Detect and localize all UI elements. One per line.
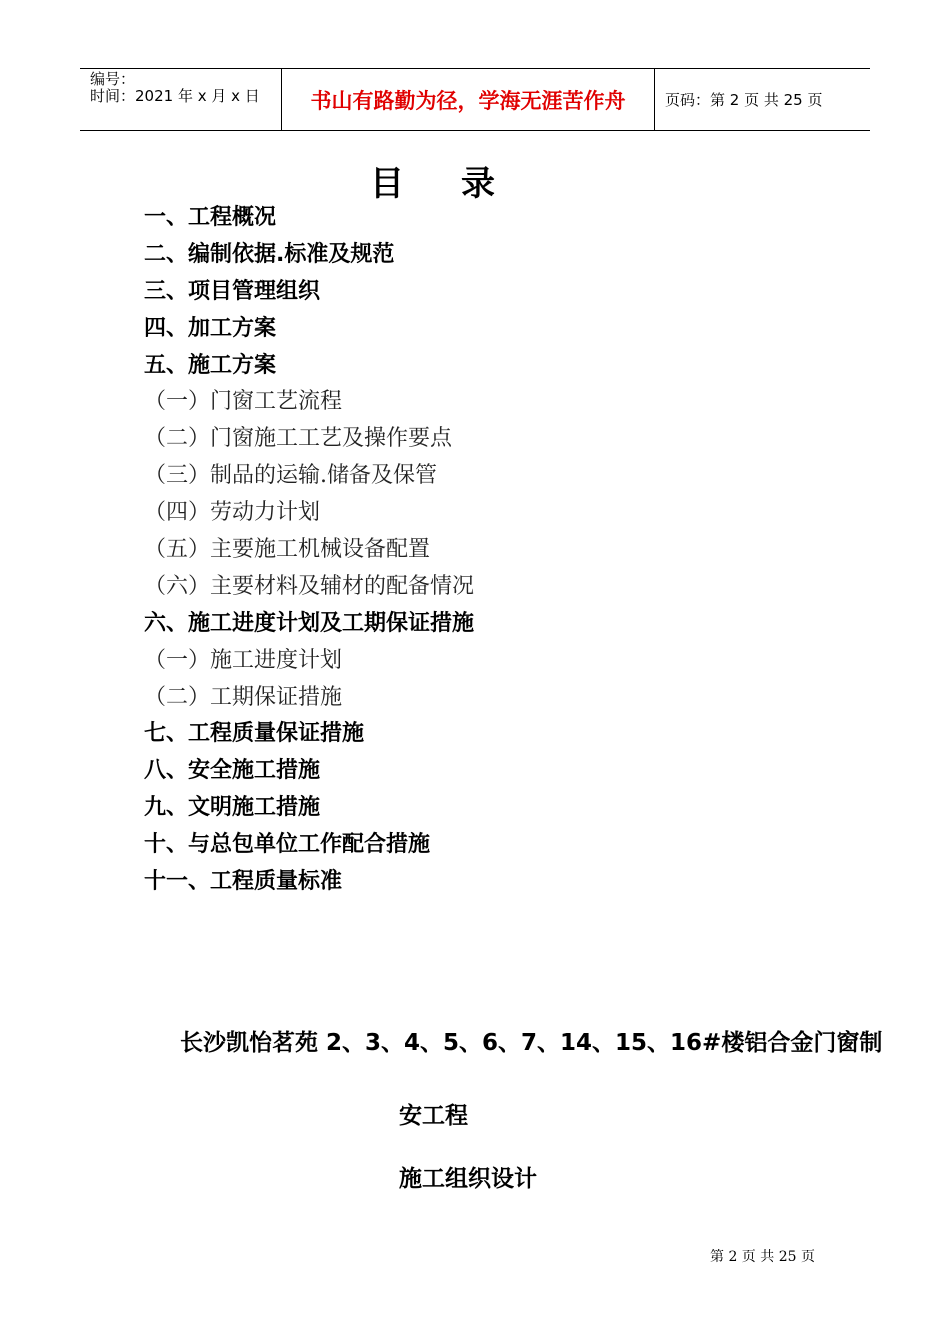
toc-section-item: 九、文明施工措施 <box>144 795 321 821</box>
toc-subsection-item: （四）劳动力计划 <box>144 500 321 526</box>
toc-title-char-2: 录 <box>461 164 496 204</box>
cover-title-line-1: 长沙凯怡茗苑 2、3、4、5、6、7、14、15、16#楼铝合金门窗制 <box>180 1030 883 1056</box>
table-of-contents <box>144 200 784 901</box>
page-header <box>80 68 870 131</box>
toc-title-char-1: 目 <box>370 164 405 204</box>
header-page-info: 页码：第 2 页 共 25 页 <box>665 91 823 109</box>
header-meta <box>80 69 282 130</box>
toc-subsection-item: （六）主要材料及辅材的配备情况 <box>144 573 475 599</box>
cover-title-line-2: 安工程 <box>399 1103 468 1129</box>
header-motto: 书山有路勤为径，学海无涯苦作舟 <box>282 69 655 130</box>
toc-section-item: 五、施工方案 <box>144 352 277 378</box>
page-footer: 第 2 页 共 25 页 <box>710 1249 815 1265</box>
header-number-label: 编号： <box>90 70 136 88</box>
toc-section-item: 十、与总包单位工作配合措施 <box>144 832 431 858</box>
cover-subtitle: 施工组织设计 <box>399 1166 537 1192</box>
toc-subsection-item: （三）制品的运输.储备及保管 <box>144 463 437 489</box>
toc-section-item: 七、工程质量保证措施 <box>144 721 365 747</box>
toc-section-item: 四、加工方案 <box>144 315 277 341</box>
header-date: 时间：2021 年 x 月 x 日 <box>90 87 260 105</box>
toc-section-item: 二、编制依据.标准及规范 <box>144 241 395 267</box>
toc-subsection-item: （二）工期保证措施 <box>144 684 343 710</box>
toc-section-item: 一、工程概况 <box>144 205 277 230</box>
toc-section-item: 六、施工进度计划及工期保证措施 <box>144 610 475 636</box>
toc-subsection-item: （一）门窗工艺流程 <box>144 389 343 415</box>
toc-subsection-item: （五）主要施工机械设备配置 <box>144 537 431 563</box>
toc-subsection-item: （一）施工进度计划 <box>144 647 343 673</box>
toc-section-item: 八、安全施工措施 <box>144 758 321 784</box>
toc-title <box>0 156 866 205</box>
toc-section-item: 三、项目管理组织 <box>144 278 321 304</box>
toc-section-item: 十一、工程质量标准 <box>144 869 343 895</box>
toc-subsection-item: （二）门窗施工工艺及操作要点 <box>144 426 453 452</box>
